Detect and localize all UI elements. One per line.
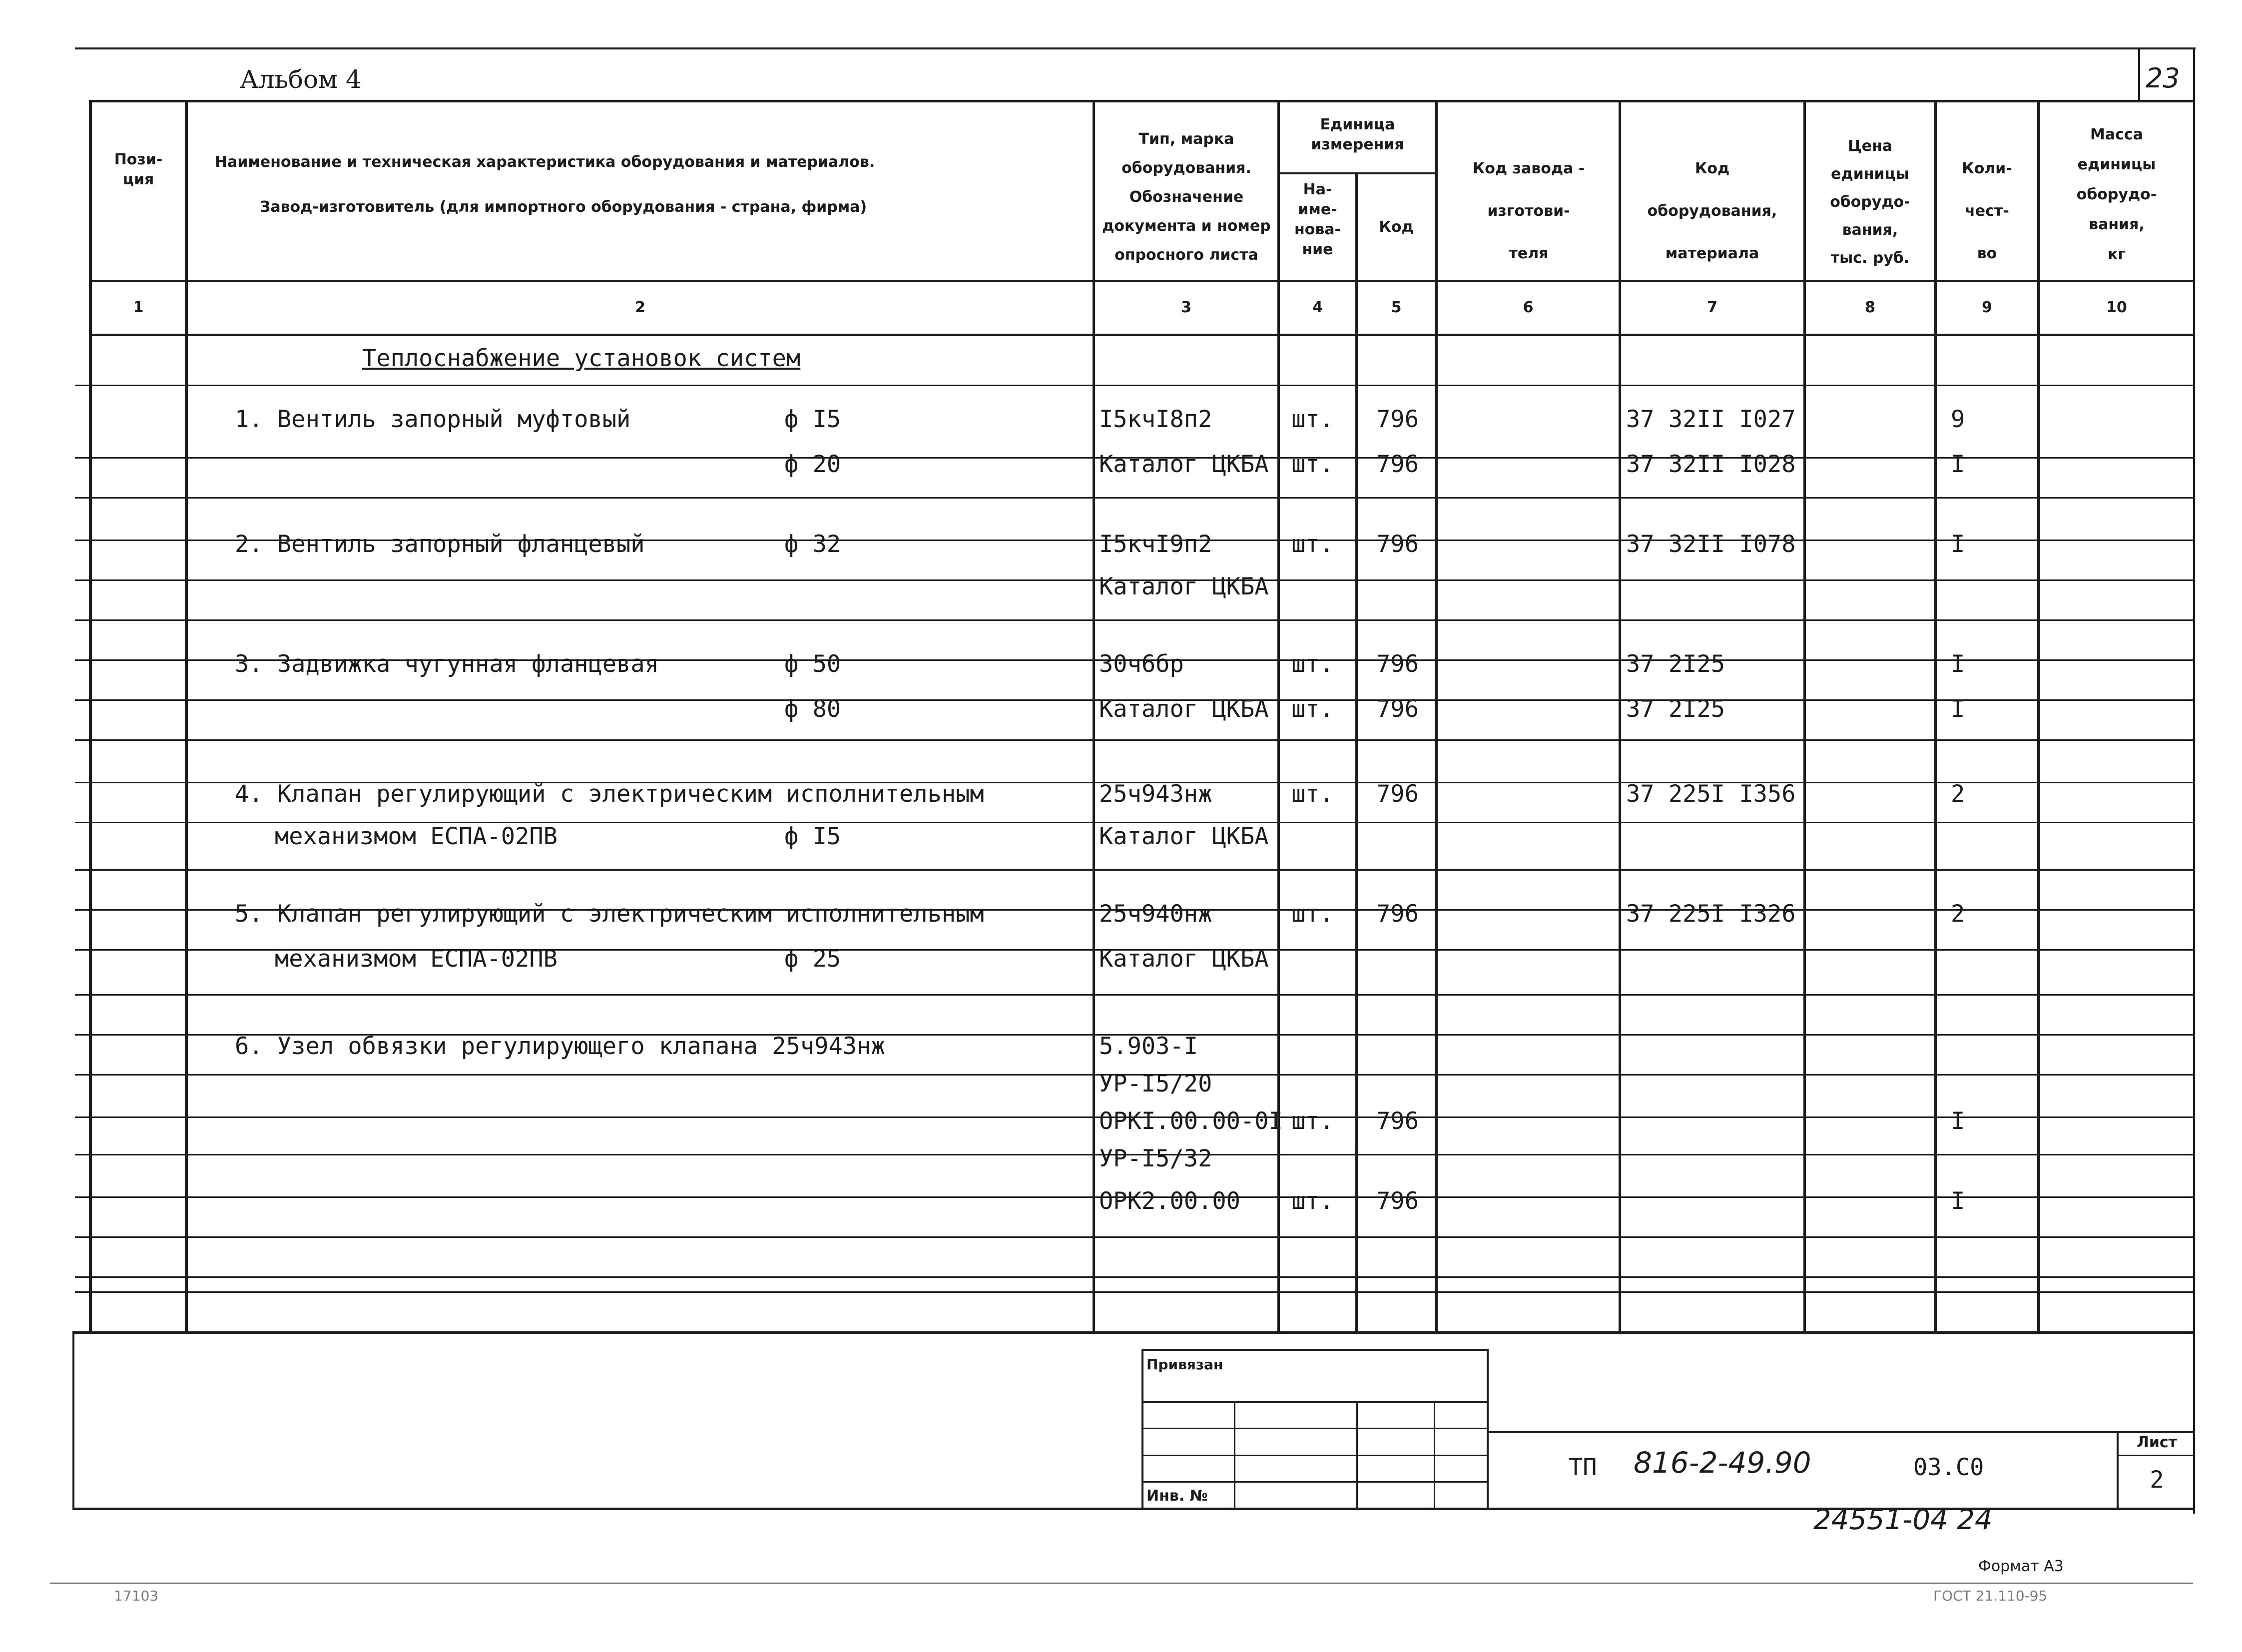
item-name: механизмом ЕСПА-02ПВ	[275, 823, 558, 850]
item-unit-code: 796	[1376, 695, 1419, 723]
item-unit: шт.	[1291, 780, 1334, 808]
stamp-list-label: Лист	[2136, 1434, 2178, 1451]
colnum-10: 10	[2106, 299, 2127, 316]
item-diameter: ф 25	[784, 945, 841, 973]
colnum-9: 9	[1982, 299, 1992, 316]
header-factory-code: Код завода - изготови- теля	[1472, 160, 1585, 262]
gost-label: ГОСТ 21.110-95	[1933, 1588, 2048, 1604]
item-name: 4. Клапан регулирующий с электрическим исполнительным	[235, 780, 984, 808]
item-type: 5.903-I	[1099, 1033, 1198, 1060]
item-equipment-code: 37 2I25	[1626, 650, 1725, 678]
row-rule	[75, 994, 2195, 996]
left-code: 17103	[114, 1588, 159, 1604]
item-type: 30ч6бр	[1099, 650, 1184, 678]
item-equipment-code: 37 225I I356	[1626, 780, 1796, 808]
item-unit-code: 796	[1376, 650, 1419, 678]
item-diameter: ф 80	[784, 695, 841, 723]
top-border-line	[75, 47, 2196, 49]
item-type: Каталог ЦКБА	[1099, 573, 1269, 600]
item-unit: шт.	[1291, 650, 1334, 678]
row-rule	[75, 739, 2195, 741]
row-rule	[75, 1236, 2195, 1238]
format-label: Формат А3	[1978, 1558, 2064, 1575]
item-unit-code: 796	[1376, 900, 1419, 928]
archive-number: 24551-04 24	[1813, 1504, 1993, 1536]
item-name: 6. Узел обвязки регулирующего клапана 25ч943нж	[235, 1033, 885, 1060]
item-type: Каталог ЦКБА	[1099, 823, 1269, 850]
page-number-divider	[2138, 47, 2140, 102]
row-rule	[75, 1276, 2195, 1278]
header-mass: Масса единицы оборудо- вания, кг	[2076, 126, 2157, 263]
item-quantity: I	[1951, 1107, 1965, 1135]
item-type: ОРК2.00.00	[1099, 1187, 1240, 1215]
colnum-6: 6	[1523, 299, 1534, 316]
header-name-line2: Завод-изготовитель (для импортного оборудования - страна, фирма)	[260, 198, 867, 216]
item-equipment-code: 37 32II I078	[1626, 531, 1796, 558]
item-quantity: 2	[1951, 780, 1965, 808]
header-position: Пози- ция	[114, 151, 163, 188]
item-type: I5кчI9п2	[1099, 531, 1212, 558]
stamp-sheet-code: 03.С0	[1913, 1454, 1984, 1481]
item-quantity: 2	[1951, 900, 1965, 928]
item-type: Каталог ЦКБА	[1099, 945, 1269, 973]
colnum-5: 5	[1391, 299, 1402, 316]
item-unit-code: 796	[1376, 451, 1419, 478]
item-quantity: I	[1951, 451, 1965, 478]
item-type: Каталог ЦКБА	[1099, 695, 1269, 723]
item-name: 5. Клапан регулирующий с электрическим исполнительным	[235, 900, 984, 928]
item-unit-code: 796	[1376, 406, 1419, 433]
colnum-4: 4	[1312, 299, 1323, 316]
item-diameter: ф 20	[784, 451, 841, 478]
item-unit: шт.	[1291, 695, 1334, 723]
item-equipment-code: 37 2I25	[1626, 695, 1725, 723]
section-title: Теплоснабжение установок систем	[362, 345, 801, 372]
item-quantity: I	[1951, 650, 1965, 678]
item-type: 25ч940нж	[1099, 900, 1212, 928]
colnum-2: 2	[635, 299, 645, 316]
item-name: 1. Вентиль запорный муфтовый	[235, 406, 631, 433]
item-unit: шт.	[1291, 406, 1334, 433]
stamp-privyazan: Привязан	[1146, 1356, 1223, 1373]
item-unit: шт.	[1291, 900, 1334, 928]
item-unit-code: 796	[1376, 1107, 1419, 1135]
colnum-7: 7	[1707, 299, 1717, 316]
item-quantity: 9	[1951, 406, 1965, 433]
item-diameter: ф 50	[784, 650, 841, 678]
header-type: Тип, марка оборудования. Обозначение документа и номер опросного листа	[1102, 130, 1271, 264]
item-type: I5кчI8п2	[1099, 406, 1212, 433]
header-unit: Единица измерения	[1311, 116, 1404, 153]
item-quantity: I	[1951, 695, 1965, 723]
colnum-3: 3	[1181, 299, 1191, 316]
item-type: УР-I5/20	[1099, 1070, 1212, 1098]
item-quantity: I	[1951, 1187, 1965, 1215]
stamp-list-number: 2	[2150, 1466, 2164, 1494]
item-name: 2. Вентиль запорный фланцевый	[235, 531, 645, 558]
item-type: 25ч943нж	[1099, 780, 1212, 808]
item-diameter: ф I5	[784, 406, 841, 433]
item-unit-code: 796	[1376, 780, 1419, 808]
stamp-inv-no: Инв. №	[1146, 1487, 1208, 1505]
row-rule	[75, 385, 2195, 386]
colnum-8: 8	[1865, 299, 1875, 316]
row-rule	[75, 619, 2195, 621]
row-rule	[75, 869, 2195, 871]
item-type: Каталог ЦКБА	[1099, 451, 1269, 478]
header-unit-name: На- име- нова- ние	[1294, 181, 1341, 258]
item-equipment-code: 37 32II I028	[1626, 451, 1796, 478]
row-rule	[75, 1291, 2195, 1293]
header-unit-code: Код	[1379, 218, 1414, 236]
row-rule	[75, 497, 2195, 499]
item-unit: шт.	[1291, 451, 1334, 478]
stamp-tp-number: 816-2-49.90	[1634, 1446, 1811, 1480]
item-name: механизмом ЕСПА-02ПВ	[275, 945, 558, 973]
header-quantity: Коли- чест- во	[1962, 160, 2012, 262]
album-label: Альбом 4	[240, 65, 362, 94]
item-unit-code: 796	[1376, 531, 1419, 558]
colnum-1: 1	[133, 299, 144, 316]
right-frame-line	[2193, 47, 2195, 1514]
item-unit: шт.	[1291, 531, 1334, 558]
page-number: 23	[2146, 62, 2180, 94]
left-frame-line	[72, 1334, 74, 1510]
table-top-line	[89, 100, 2195, 102]
item-name: 3. Задвижка чугунная фланцевая	[235, 650, 659, 678]
item-type: УР-I5/32	[1099, 1145, 1212, 1172]
header-name-line1: Наименование и техническая характеристика оборудования и материалов.	[215, 153, 875, 171]
item-type: ОРКI.00.00-0I	[1099, 1107, 1283, 1135]
stamp-tp-label: ТП	[1569, 1454, 1597, 1481]
item-quantity: I	[1951, 531, 1965, 558]
trim-line	[50, 1583, 2193, 1584]
item-equipment-code: 37 225I I326	[1626, 900, 1796, 928]
item-unit-code: 796	[1376, 1187, 1419, 1215]
item-diameter: ф 32	[784, 531, 841, 558]
item-unit: шт.	[1291, 1187, 1334, 1215]
header-price: Цена единицы оборудо- вания, тыс. руб.	[1830, 137, 1910, 267]
header-equipment-code: Код оборудования, материала	[1647, 160, 1777, 262]
item-unit: шт.	[1291, 1107, 1334, 1135]
item-equipment-code: 37 32II I027	[1626, 406, 1796, 433]
item-diameter: ф I5	[784, 823, 841, 850]
